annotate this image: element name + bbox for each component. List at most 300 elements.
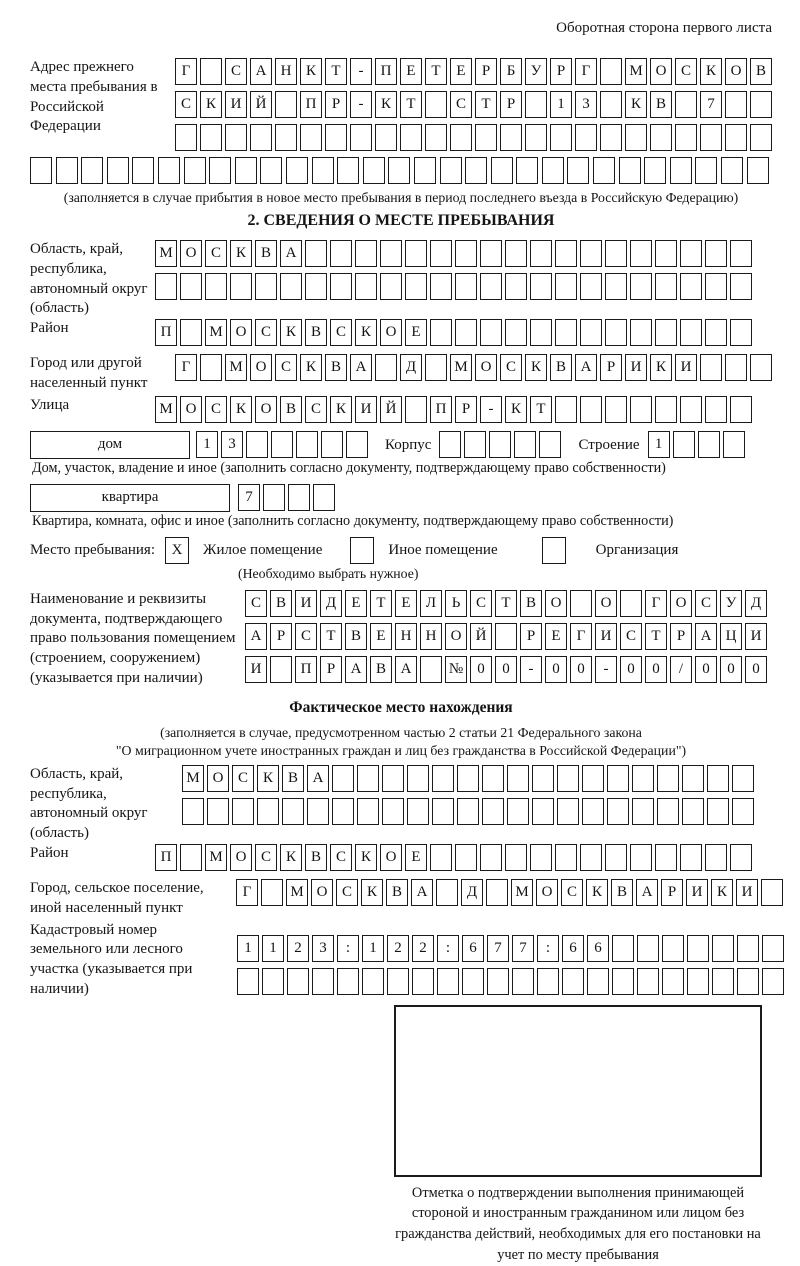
char-cell[interactable]: А: [695, 623, 717, 650]
char-cell[interactable]: [605, 396, 627, 423]
char-cell[interactable]: К: [280, 319, 302, 346]
char-cell[interactable]: [296, 431, 318, 458]
char-cell[interactable]: [255, 273, 277, 300]
char-cell[interactable]: В: [280, 396, 302, 423]
char-cell[interactable]: В: [386, 879, 408, 906]
char-cell[interactable]: [530, 844, 552, 871]
char-cell[interactable]: [732, 765, 754, 792]
char-cell[interactable]: 3: [575, 91, 597, 118]
char-cell[interactable]: [487, 968, 509, 995]
char-cell[interactable]: [730, 319, 752, 346]
char-cell[interactable]: 7: [487, 935, 509, 962]
char-cell[interactable]: [230, 273, 252, 300]
char-cell[interactable]: [505, 844, 527, 871]
char-cell[interactable]: О: [311, 879, 333, 906]
char-cell[interactable]: [313, 484, 335, 511]
char-cell[interactable]: К: [505, 396, 527, 423]
char-cell[interactable]: Д: [461, 879, 483, 906]
char-cell[interactable]: Р: [325, 91, 347, 118]
char-cell[interactable]: 6: [562, 935, 584, 962]
char-cell[interactable]: Д: [400, 354, 422, 381]
char-cell[interactable]: [288, 484, 310, 511]
char-cell[interactable]: П: [155, 844, 177, 871]
char-cell[interactable]: 1: [648, 431, 670, 458]
char-cell[interactable]: Т: [645, 623, 667, 650]
char-cell[interactable]: С: [232, 765, 254, 792]
char-cell[interactable]: [430, 273, 452, 300]
char-cell[interactable]: А: [245, 623, 267, 650]
char-cell[interactable]: [405, 240, 427, 267]
char-cell[interactable]: [762, 968, 784, 995]
char-cell[interactable]: 2: [412, 935, 434, 962]
char-cell[interactable]: О: [230, 319, 252, 346]
char-cell[interactable]: 0: [695, 656, 717, 683]
char-cell[interactable]: М: [511, 879, 533, 906]
char-cell[interactable]: К: [300, 354, 322, 381]
char-cell[interactable]: [332, 765, 354, 792]
char-cell[interactable]: [512, 968, 534, 995]
char-cell[interactable]: [525, 124, 547, 151]
char-cell[interactable]: С: [205, 396, 227, 423]
char-cell[interactable]: [232, 798, 254, 825]
char-cell[interactable]: [346, 431, 368, 458]
char-cell[interactable]: О: [545, 590, 567, 617]
char-cell[interactable]: [205, 273, 227, 300]
char-cell[interactable]: [400, 124, 422, 151]
char-cell[interactable]: Е: [405, 319, 427, 346]
char-cell[interactable]: [655, 844, 677, 871]
char-cell[interactable]: А: [307, 765, 329, 792]
char-cell[interactable]: Г: [175, 354, 197, 381]
char-cell[interactable]: Т: [325, 58, 347, 85]
char-cell[interactable]: [630, 396, 652, 423]
char-cell[interactable]: Е: [400, 58, 422, 85]
char-cell[interactable]: К: [625, 91, 647, 118]
char-cell[interactable]: [455, 240, 477, 267]
char-cell[interactable]: [407, 765, 429, 792]
char-cell[interactable]: С: [620, 623, 642, 650]
char-cell[interactable]: [430, 319, 452, 346]
char-cell[interactable]: Д: [320, 590, 342, 617]
char-cell[interactable]: [357, 798, 379, 825]
char-cell[interactable]: М: [225, 354, 247, 381]
char-cell[interactable]: [612, 968, 634, 995]
char-cell[interactable]: С: [255, 844, 277, 871]
char-cell[interactable]: Р: [520, 623, 542, 650]
char-cell[interactable]: [257, 798, 279, 825]
char-cell[interactable]: О: [380, 844, 402, 871]
char-cell[interactable]: [750, 91, 772, 118]
char-cell[interactable]: А: [636, 879, 658, 906]
char-cell[interactable]: [657, 798, 679, 825]
char-cell[interactable]: [505, 273, 527, 300]
char-cell[interactable]: О: [207, 765, 229, 792]
char-cell[interactable]: О: [650, 58, 672, 85]
char-cell[interactable]: [158, 157, 180, 184]
char-cell[interactable]: [662, 968, 684, 995]
char-cell[interactable]: [486, 879, 508, 906]
char-cell[interactable]: [425, 354, 447, 381]
char-cell[interactable]: [450, 124, 472, 151]
char-cell[interactable]: [357, 765, 379, 792]
char-cell[interactable]: [287, 968, 309, 995]
char-cell[interactable]: В: [650, 91, 672, 118]
char-cell[interactable]: Н: [420, 623, 442, 650]
char-cell[interactable]: [680, 844, 702, 871]
char-cell[interactable]: И: [625, 354, 647, 381]
char-cell[interactable]: [761, 879, 783, 906]
char-cell[interactable]: Г: [236, 879, 258, 906]
char-cell[interactable]: Р: [661, 879, 683, 906]
char-cell[interactable]: [530, 273, 552, 300]
char-cell[interactable]: [737, 968, 759, 995]
char-cell[interactable]: [407, 798, 429, 825]
char-cell[interactable]: Е: [545, 623, 567, 650]
char-cell[interactable]: [437, 968, 459, 995]
char-cell[interactable]: [56, 157, 78, 184]
char-cell[interactable]: [107, 157, 129, 184]
char-cell[interactable]: [620, 590, 642, 617]
char-cell[interactable]: П: [155, 319, 177, 346]
char-cell[interactable]: [300, 124, 322, 151]
char-cell[interactable]: [695, 157, 717, 184]
char-cell[interactable]: [532, 765, 554, 792]
char-cell[interactable]: [200, 124, 222, 151]
char-cell[interactable]: Р: [670, 623, 692, 650]
char-cell[interactable]: В: [370, 656, 392, 683]
char-cell[interactable]: [700, 354, 722, 381]
char-cell[interactable]: [355, 273, 377, 300]
char-cell[interactable]: В: [305, 319, 327, 346]
char-cell[interactable]: [475, 124, 497, 151]
char-cell[interactable]: О: [445, 623, 467, 650]
char-cell[interactable]: [237, 968, 259, 995]
char-cell[interactable]: [680, 396, 702, 423]
residential-checkbox[interactable]: X: [165, 537, 189, 564]
char-cell[interactable]: [712, 968, 734, 995]
char-cell[interactable]: [270, 656, 292, 683]
char-cell[interactable]: 3: [312, 935, 334, 962]
char-cell[interactable]: А: [395, 656, 417, 683]
char-cell[interactable]: К: [525, 354, 547, 381]
char-cell[interactable]: [542, 157, 564, 184]
char-cell[interactable]: С: [330, 319, 352, 346]
char-cell[interactable]: [505, 319, 527, 346]
char-cell[interactable]: 0: [745, 656, 767, 683]
char-cell[interactable]: [705, 396, 727, 423]
char-cell[interactable]: [673, 431, 695, 458]
char-cell[interactable]: [491, 157, 513, 184]
char-cell[interactable]: [514, 431, 536, 458]
char-cell[interactable]: [312, 968, 334, 995]
char-cell[interactable]: [182, 798, 204, 825]
char-cell[interactable]: [330, 240, 352, 267]
char-cell[interactable]: [337, 968, 359, 995]
char-cell[interactable]: [657, 765, 679, 792]
char-cell[interactable]: [630, 273, 652, 300]
char-cell[interactable]: [455, 319, 477, 346]
char-cell[interactable]: [630, 240, 652, 267]
char-cell[interactable]: [375, 124, 397, 151]
char-cell[interactable]: К: [230, 396, 252, 423]
char-cell[interactable]: [405, 396, 427, 423]
char-cell[interactable]: У: [525, 58, 547, 85]
char-cell[interactable]: [632, 765, 654, 792]
char-cell[interactable]: [439, 431, 461, 458]
char-cell[interactable]: В: [750, 58, 772, 85]
char-cell[interactable]: [457, 798, 479, 825]
char-cell[interactable]: [570, 590, 592, 617]
char-cell[interactable]: [537, 968, 559, 995]
char-cell[interactable]: В: [520, 590, 542, 617]
char-cell[interactable]: [721, 157, 743, 184]
char-cell[interactable]: [687, 935, 709, 962]
char-cell[interactable]: [455, 844, 477, 871]
char-cell[interactable]: [680, 273, 702, 300]
char-cell[interactable]: 2: [387, 935, 409, 962]
char-cell[interactable]: К: [361, 879, 383, 906]
char-cell[interactable]: Т: [475, 91, 497, 118]
char-cell[interactable]: :: [437, 935, 459, 962]
char-cell[interactable]: С: [175, 91, 197, 118]
char-cell[interactable]: К: [280, 844, 302, 871]
char-cell[interactable]: С: [470, 590, 492, 617]
char-cell[interactable]: И: [225, 91, 247, 118]
char-cell[interactable]: [605, 844, 627, 871]
char-cell[interactable]: О: [475, 354, 497, 381]
char-cell[interactable]: [730, 240, 752, 267]
char-cell[interactable]: [637, 968, 659, 995]
char-cell[interactable]: К: [700, 58, 722, 85]
char-cell[interactable]: [489, 431, 511, 458]
char-cell[interactable]: [705, 319, 727, 346]
char-cell[interactable]: Й: [380, 396, 402, 423]
char-cell[interactable]: [362, 968, 384, 995]
char-cell[interactable]: [282, 798, 304, 825]
char-cell[interactable]: 1: [262, 935, 284, 962]
char-cell[interactable]: [420, 656, 442, 683]
char-cell[interactable]: [207, 798, 229, 825]
char-cell[interactable]: [575, 124, 597, 151]
char-cell[interactable]: [567, 157, 589, 184]
char-cell[interactable]: -: [480, 396, 502, 423]
char-cell[interactable]: [262, 968, 284, 995]
char-cell[interactable]: 1: [362, 935, 384, 962]
char-cell[interactable]: [607, 765, 629, 792]
char-cell[interactable]: 6: [587, 935, 609, 962]
char-cell[interactable]: [263, 484, 285, 511]
char-cell[interactable]: М: [286, 879, 308, 906]
char-cell[interactable]: Р: [550, 58, 572, 85]
char-cell[interactable]: [725, 124, 747, 151]
char-cell[interactable]: [305, 240, 327, 267]
char-cell[interactable]: [707, 765, 729, 792]
house-type-box[interactable]: дом: [30, 431, 190, 459]
char-cell[interactable]: [632, 798, 654, 825]
char-cell[interactable]: 0: [545, 656, 567, 683]
char-cell[interactable]: [675, 124, 697, 151]
char-cell[interactable]: [555, 273, 577, 300]
char-cell[interactable]: 0: [720, 656, 742, 683]
char-cell[interactable]: [593, 157, 615, 184]
char-cell[interactable]: [180, 319, 202, 346]
char-cell[interactable]: Т: [530, 396, 552, 423]
char-cell[interactable]: С: [695, 590, 717, 617]
char-cell[interactable]: Е: [370, 623, 392, 650]
char-cell[interactable]: [495, 623, 517, 650]
char-cell[interactable]: [250, 124, 272, 151]
char-cell[interactable]: [747, 157, 769, 184]
char-cell[interactable]: [580, 844, 602, 871]
char-cell[interactable]: [555, 844, 577, 871]
char-cell[interactable]: И: [355, 396, 377, 423]
char-cell[interactable]: [465, 157, 487, 184]
char-cell[interactable]: [380, 240, 402, 267]
char-cell[interactable]: А: [411, 879, 433, 906]
char-cell[interactable]: Г: [175, 58, 197, 85]
char-cell[interactable]: К: [330, 396, 352, 423]
char-cell[interactable]: [180, 844, 202, 871]
char-cell[interactable]: [655, 396, 677, 423]
char-cell[interactable]: [532, 798, 554, 825]
char-cell[interactable]: [355, 240, 377, 267]
char-cell[interactable]: [705, 844, 727, 871]
char-cell[interactable]: [725, 91, 747, 118]
char-cell[interactable]: [432, 798, 454, 825]
char-cell[interactable]: М: [182, 765, 204, 792]
char-cell[interactable]: [482, 765, 504, 792]
char-cell[interactable]: [557, 765, 579, 792]
char-cell[interactable]: Е: [395, 590, 417, 617]
char-cell[interactable]: [209, 157, 231, 184]
char-cell[interactable]: А: [350, 354, 372, 381]
char-cell[interactable]: 6: [462, 935, 484, 962]
char-cell[interactable]: [555, 240, 577, 267]
char-cell[interactable]: С: [245, 590, 267, 617]
char-cell[interactable]: 1: [550, 91, 572, 118]
char-cell[interactable]: Т: [400, 91, 422, 118]
char-cell[interactable]: [555, 396, 577, 423]
char-cell[interactable]: Р: [500, 91, 522, 118]
char-cell[interactable]: С: [205, 240, 227, 267]
char-cell[interactable]: Й: [250, 91, 272, 118]
char-cell[interactable]: Г: [570, 623, 592, 650]
char-cell[interactable]: 3: [221, 431, 243, 458]
char-cell[interactable]: [682, 765, 704, 792]
char-cell[interactable]: С: [561, 879, 583, 906]
char-cell[interactable]: [321, 431, 343, 458]
char-cell[interactable]: А: [280, 240, 302, 267]
char-cell[interactable]: О: [595, 590, 617, 617]
char-cell[interactable]: [455, 273, 477, 300]
char-cell[interactable]: О: [536, 879, 558, 906]
char-cell[interactable]: [380, 273, 402, 300]
char-cell[interactable]: О: [250, 354, 272, 381]
char-cell[interactable]: [350, 124, 372, 151]
char-cell[interactable]: П: [295, 656, 317, 683]
char-cell[interactable]: У: [720, 590, 742, 617]
char-cell[interactable]: Л: [420, 590, 442, 617]
char-cell[interactable]: 1: [196, 431, 218, 458]
char-cell[interactable]: [630, 844, 652, 871]
char-cell[interactable]: С: [330, 844, 352, 871]
char-cell[interactable]: А: [575, 354, 597, 381]
char-cell[interactable]: [670, 157, 692, 184]
char-cell[interactable]: [687, 968, 709, 995]
char-cell[interactable]: [387, 968, 409, 995]
char-cell[interactable]: [261, 879, 283, 906]
char-cell[interactable]: С: [255, 319, 277, 346]
char-cell[interactable]: [337, 157, 359, 184]
char-cell[interactable]: [562, 968, 584, 995]
char-cell[interactable]: [382, 765, 404, 792]
char-cell[interactable]: [607, 798, 629, 825]
char-cell[interactable]: [480, 319, 502, 346]
char-cell[interactable]: [307, 798, 329, 825]
char-cell[interactable]: [505, 240, 527, 267]
char-cell[interactable]: О: [725, 58, 747, 85]
char-cell[interactable]: В: [325, 354, 347, 381]
char-cell[interactable]: [425, 124, 447, 151]
char-cell[interactable]: [525, 91, 547, 118]
char-cell[interactable]: [698, 431, 720, 458]
char-cell[interactable]: Ц: [720, 623, 742, 650]
char-cell[interactable]: [500, 124, 522, 151]
char-cell[interactable]: [650, 124, 672, 151]
char-cell[interactable]: С: [295, 623, 317, 650]
char-cell[interactable]: [412, 968, 434, 995]
char-cell[interactable]: К: [300, 58, 322, 85]
char-cell[interactable]: [580, 240, 602, 267]
char-cell[interactable]: [550, 124, 572, 151]
char-cell[interactable]: 7: [700, 91, 722, 118]
char-cell[interactable]: [235, 157, 257, 184]
char-cell[interactable]: :: [537, 935, 559, 962]
char-cell[interactable]: [555, 319, 577, 346]
char-cell[interactable]: -: [350, 58, 372, 85]
char-cell[interactable]: [246, 431, 268, 458]
char-cell[interactable]: Н: [395, 623, 417, 650]
char-cell[interactable]: С: [500, 354, 522, 381]
char-cell[interactable]: [280, 273, 302, 300]
char-cell[interactable]: [750, 124, 772, 151]
char-cell[interactable]: Т: [495, 590, 517, 617]
char-cell[interactable]: [200, 58, 222, 85]
char-cell[interactable]: [680, 240, 702, 267]
apartment-type-box[interactable]: квартира: [30, 484, 230, 512]
char-cell[interactable]: /: [670, 656, 692, 683]
char-cell[interactable]: О: [670, 590, 692, 617]
char-cell[interactable]: М: [450, 354, 472, 381]
char-cell[interactable]: [440, 157, 462, 184]
char-cell[interactable]: [30, 157, 52, 184]
char-cell[interactable]: [712, 935, 734, 962]
char-cell[interactable]: [680, 319, 702, 346]
char-cell[interactable]: [430, 844, 452, 871]
char-cell[interactable]: К: [375, 91, 397, 118]
char-cell[interactable]: -: [350, 91, 372, 118]
char-cell[interactable]: [582, 798, 604, 825]
char-cell[interactable]: 0: [570, 656, 592, 683]
char-cell[interactable]: [332, 798, 354, 825]
char-cell[interactable]: [655, 319, 677, 346]
char-cell[interactable]: [619, 157, 641, 184]
char-cell[interactable]: 0: [470, 656, 492, 683]
char-cell[interactable]: [644, 157, 666, 184]
char-cell[interactable]: С: [450, 91, 472, 118]
char-cell[interactable]: [662, 935, 684, 962]
char-cell[interactable]: Е: [450, 58, 472, 85]
